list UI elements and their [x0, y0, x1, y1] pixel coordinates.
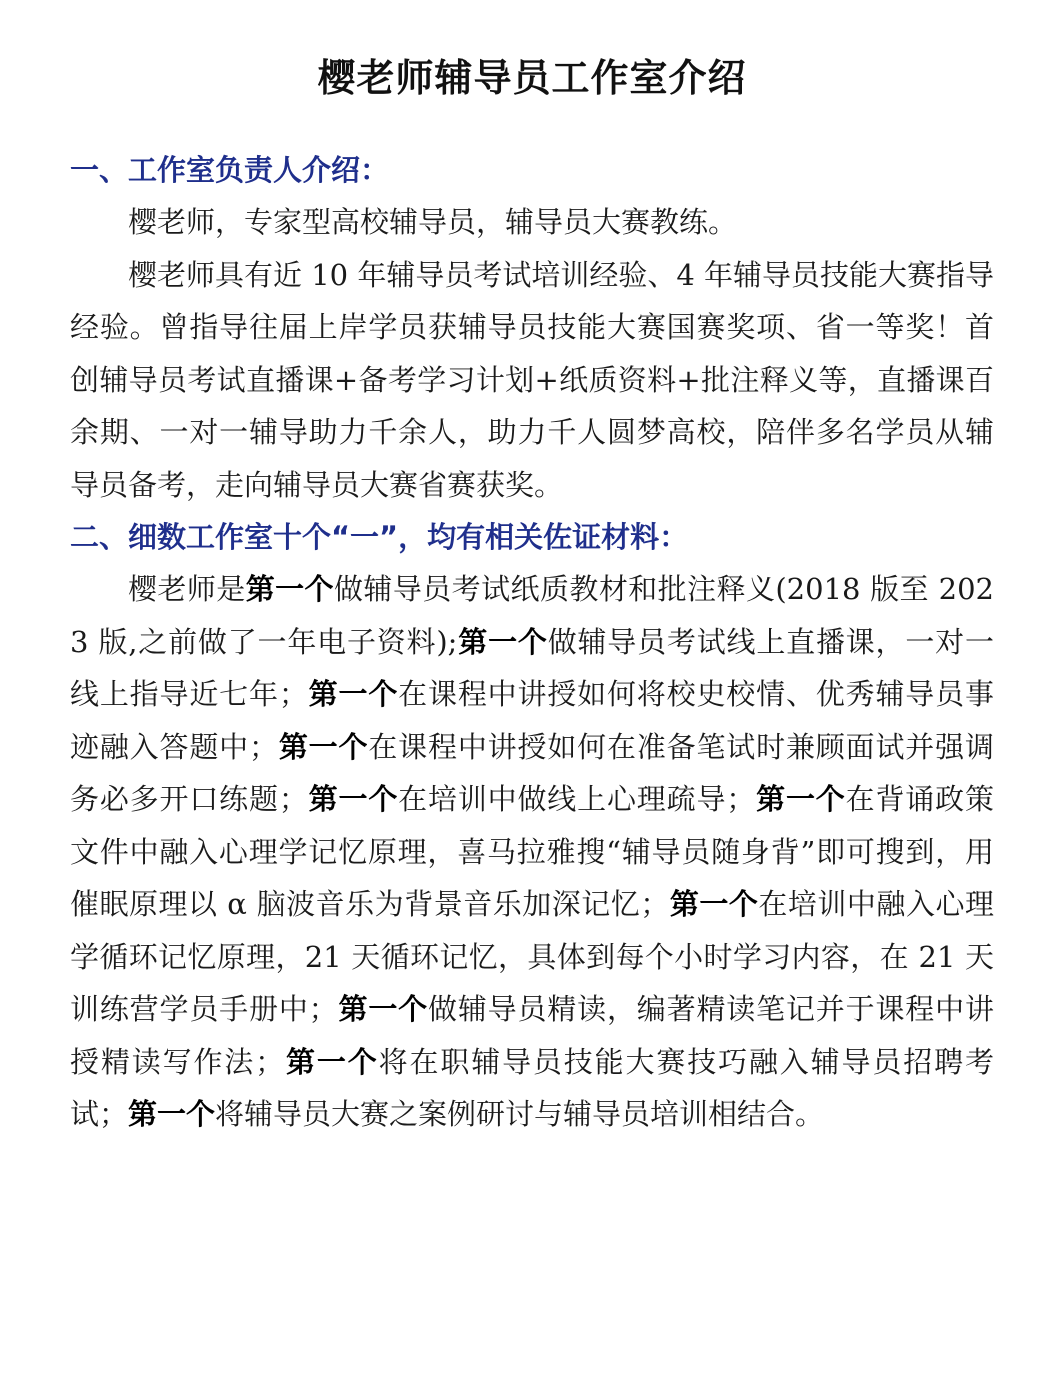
- emphasis-first: 第一个: [337, 992, 428, 1026]
- emphasis-first: 第一个: [669, 887, 759, 921]
- paragraph-text: 樱老师，专家型高校辅导员，辅导员大赛教练。: [128, 205, 738, 239]
- paragraph-text: 在背诵政策文件中融入心理学记忆原理，喜马拉雅搜“辅导员随身背”即可搜到，用催眠原理以 α 脑波音乐为背景音乐加深记忆；: [70, 782, 994, 921]
- emphasis-first: 第一个: [457, 624, 548, 659]
- paragraph-text: 在课程中讲授如何在准备笔试时兼顾面试并强调务必多开口练题；: [70, 729, 994, 816]
- emphasis-first: 第一个: [284, 1044, 379, 1079]
- paragraph-text: 在课程中讲授如何将校史校情、优秀辅导员事迹融入答题中；: [70, 677, 994, 764]
- emphasis-first: 第一个: [245, 572, 334, 606]
- paragraph: [70, 249, 994, 512]
- paragraph-text: 做辅导员精读，编著精读笔记并于课程中讲授精读写作法；: [70, 992, 994, 1079]
- paragraph: [70, 563, 994, 1141]
- document-title: 樱老师辅导员工作室介绍: [317, 56, 747, 100]
- section-heading-ten-firsts: 二、细数工作室十个“一”，均有相关佐证材料：: [70, 520, 689, 554]
- emphasis-first: 第一个: [307, 782, 399, 816]
- paragraph-text: 做辅导员考试线上直播课，一对一线上指导近七年；: [70, 624, 994, 711]
- paragraph-text: 将辅导员大赛之案例研讨与辅导员培训相结合。: [215, 1097, 825, 1131]
- paragraph-text: 将在职辅导员技能大赛技巧融入辅导员招聘考试；: [70, 1044, 994, 1131]
- paragraph-text: 樱老师具有近 10 年辅导员考试培训经验、4 年辅导员技能大赛指导经验。曾指导往届上岸学员获辅导员技能大赛国赛奖项、省一等奖！首创辅导员考试直播课+备考学习计划+纸质资料+批注释义等，直播课百余期、一对一辅导助力千余人，助力千人圆梦高校，陪伴多名学员从辅导员备考，走向辅导员大赛省赛获奖。: [70, 257, 995, 502]
- emphasis-first: 第一个: [755, 782, 846, 816]
- paragraph-text: 做辅导员考试纸质教材和批注释义(2018 版至 2023 版,之前做了一年电子资料);: [70, 572, 994, 659]
- paragraph-text: 在培训中做线上心理疏导；: [398, 782, 756, 816]
- emphasis-first: 第一个: [307, 677, 399, 711]
- emphasis-first: 第一个: [278, 729, 369, 764]
- emphasis-first: 第一个: [128, 1097, 216, 1131]
- paragraph: [70, 196, 994, 249]
- paragraph-text: 在培训中融入心理学循环记忆原理，21 天循环记忆，具体到每个小时学习内容，在 21 天训练营学员手册中；: [70, 887, 994, 1026]
- paragraph-text: 樱老师是: [128, 572, 246, 606]
- section-heading-leader: 一、工作室负责人介绍：: [70, 153, 390, 187]
